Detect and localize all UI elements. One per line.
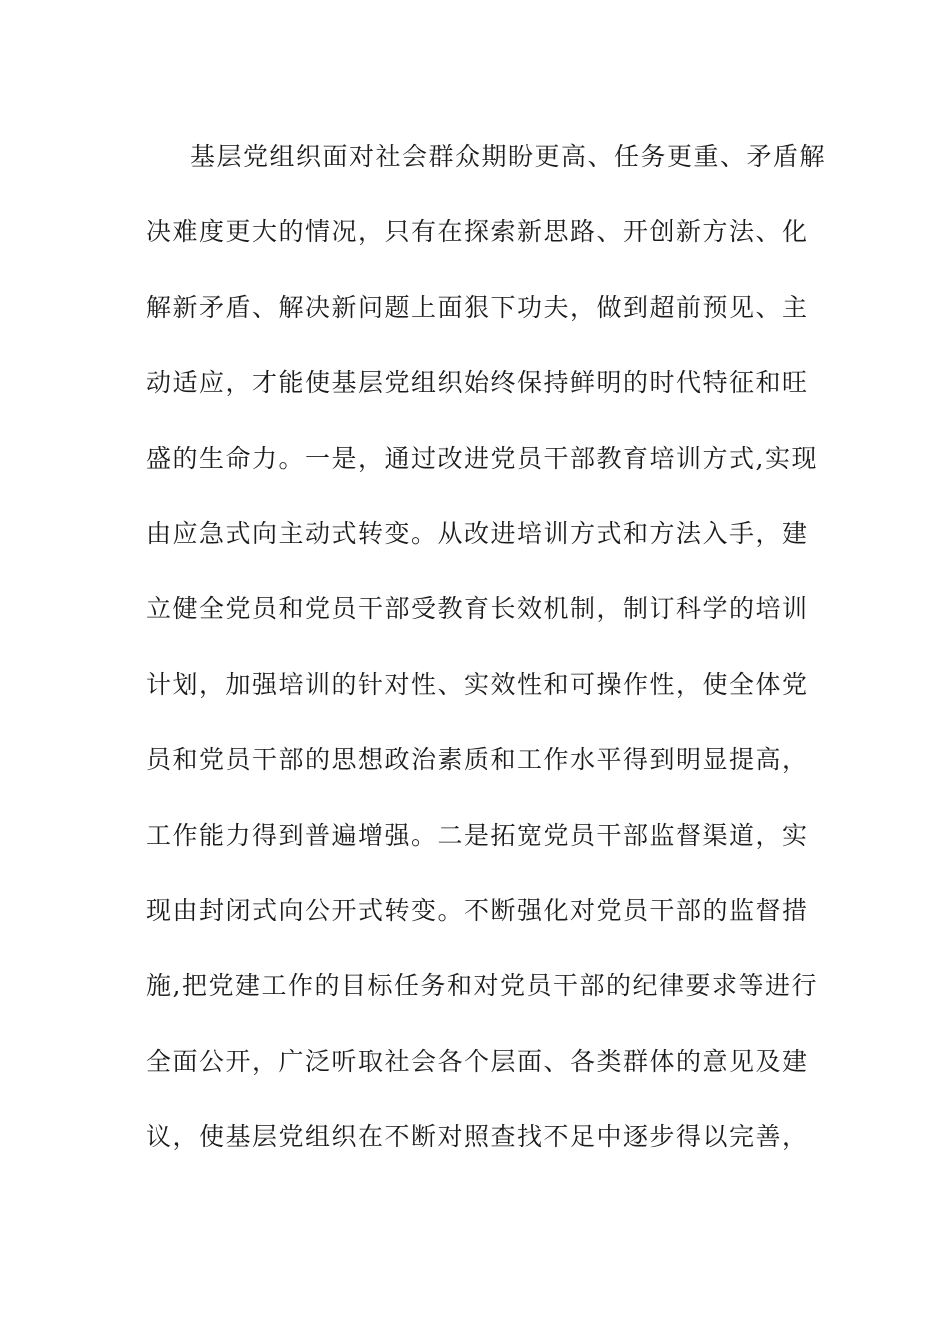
text-line: 解新矛盾、解决新问题上面狠下功夫，做到超前预见、主 (146, 292, 809, 322)
text-line: 工作能力得到普遍增强。二是拓宽党员干部监督渠道，实 (146, 820, 809, 850)
text-line: 计划，加强培训的针对性、实效性和可操作性，使全体党 (146, 669, 809, 699)
text-line: 全面公开，广泛听取社会各个层面、各类群体的意见及建 (146, 1046, 809, 1076)
text-line: 议，使基层党组织在不断对照查找不足中逐步得以完善， (146, 1122, 809, 1152)
text-line: 盛的生命力。一是，通过改进党员干部教育培训方式,实现 (146, 443, 818, 473)
text-line: 员和党员干部的思想政治素质和工作水平得到明显提高， (146, 745, 809, 775)
text-line: 由应急式向主动式转变。从改进培训方式和方法入手，建 (146, 518, 809, 548)
text-line: 基层党组织面对社会群众期盼更高、任务更重、矛盾解 (190, 142, 827, 171)
text-line: 立健全党员和党员干部受教育长效机制，制订科学的培训 (146, 594, 809, 624)
body-paragraph (146, 128, 827, 1183)
text-line: 决难度更大的情况，只有在探索新思路、开创新方法、化 (146, 217, 809, 247)
text-line: 现由封闭式向公开式转变。不断强化对党员干部的监督措 (146, 895, 809, 925)
text-line: 施,把党建工作的目标任务和对党员干部的纪律要求等进行 (146, 971, 818, 1001)
text-line: 动适应，才能使基层党组织始终保持鲜明的时代特征和旺 (146, 368, 809, 398)
